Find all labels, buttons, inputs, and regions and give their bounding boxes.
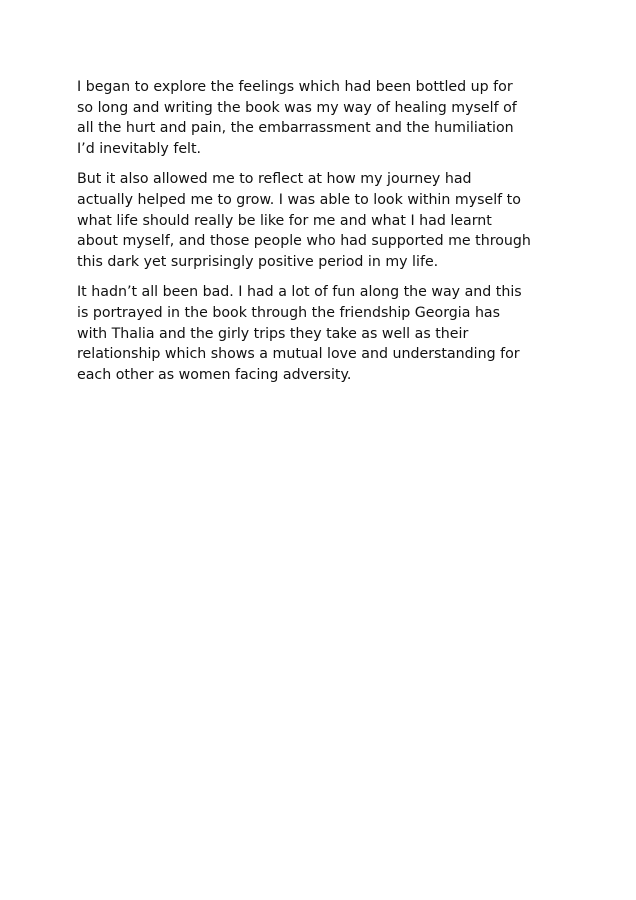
text-line: actually helped me to grow. I was able to look within myself to [77, 191, 521, 208]
text-line: this dark yet surprisingly positive period in my life. [77, 253, 439, 270]
text-line: each other as women facing adversity. [77, 366, 352, 383]
text-line: I began to explore the feelings which had been bottled up for [77, 79, 513, 95]
text-line: so long and writing the book was my way of healing myself of [77, 99, 517, 116]
paragraph-3 [77, 282, 567, 385]
text-line: I’d inevitably felt. [77, 140, 202, 157]
paragraph-2 [77, 169, 567, 272]
text-line: is portrayed in the book through the friendship Georgia has [77, 304, 501, 321]
text-line: all the hurt and pain, the embarrassment and the humiliation [77, 120, 514, 137]
text-line: relationship which shows a mutual love and understanding for [77, 346, 520, 363]
text-line: what life should really be like for me and what I had learnt [77, 212, 492, 229]
text-line: It hadn’t all been bad. I had a lot of fun along the way and this [77, 284, 522, 301]
text-line: about myself, and those people who had supported me through [77, 233, 531, 250]
paragraph-1 [77, 77, 567, 159]
text-line: with Thalia and the girly trips they take as well as their [77, 325, 469, 342]
text-line: But it also allowed me to reflect at how my journey had [77, 171, 472, 188]
document-body [77, 77, 567, 395]
